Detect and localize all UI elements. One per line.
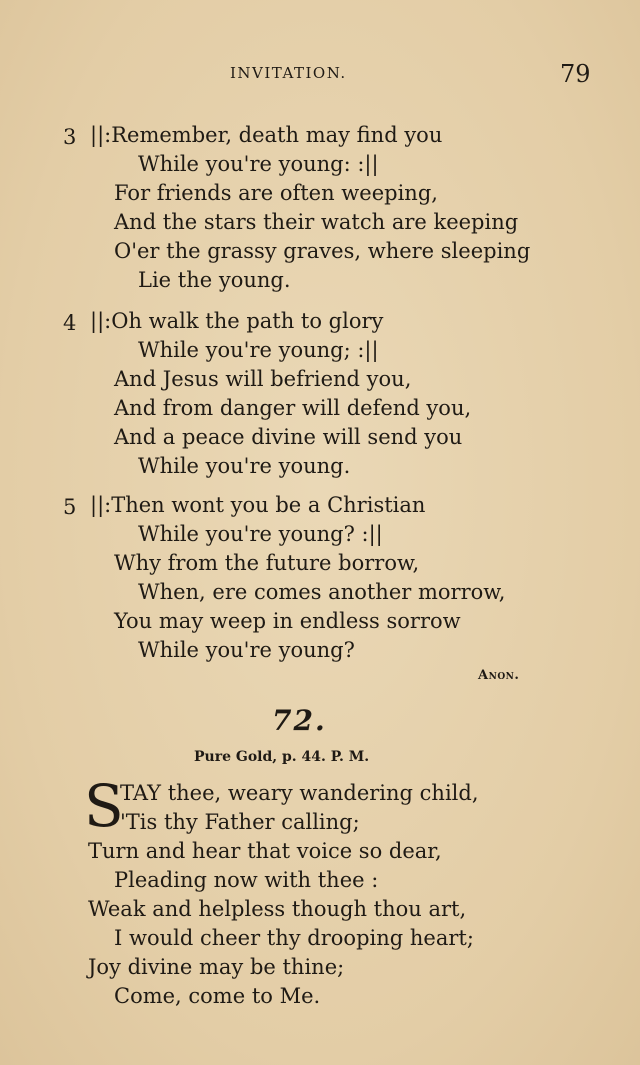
stanza-number: 4 (63, 311, 77, 335)
verse-line: You may weep in endless sorrow (114, 609, 461, 633)
verse-line: 'Tis thy Father calling; (120, 810, 360, 834)
verse-line: O'er the grassy graves, where sleeping (114, 239, 531, 263)
hymn-number: 72. (272, 704, 327, 737)
verse-line: For friends are often weeping, (114, 181, 438, 205)
tune-reference: Pure Gold, p. 44. P. M. (194, 749, 370, 765)
drop-cap: S (84, 772, 124, 840)
verse-line: Come, come to Me. (114, 984, 321, 1008)
verse-line: Lie the young. (138, 268, 291, 292)
verse-line: Turn and hear that voice so dear, (88, 839, 442, 863)
verse-line: While you're young? (138, 638, 355, 662)
stanza-number: 5 (63, 495, 77, 519)
verse-line: Joy divine may be thine; (88, 955, 345, 979)
verse-line: While you're young; :|| (138, 338, 379, 362)
verse-line: When, ere comes another morrow, (138, 580, 506, 604)
verse-line: And from danger will defend you, (114, 396, 472, 420)
verse-line: ||:Oh walk the path to glory (90, 309, 384, 333)
verse-line: Pleading now with thee : (114, 868, 379, 892)
verse-line: While you're young. (138, 454, 351, 478)
running-title: INVITATION. (230, 64, 347, 82)
verse-line: While you're young: :|| (138, 152, 379, 176)
verse-line: Why from the future borrow, (114, 551, 420, 575)
verse-line: ||:Remember, death may find you (90, 123, 443, 147)
verse-line: And a peace divine will send you (114, 425, 463, 449)
verse-line: ||:Then wont you be a Christian (90, 493, 426, 517)
verse-line: And Jesus will befriend you, (114, 367, 412, 391)
verse-line: I would cheer thy drooping heart; (114, 926, 474, 950)
stanza-number: 3 (63, 125, 77, 149)
verse-line: While you're young? :|| (138, 522, 383, 546)
page-number: 79 (560, 60, 591, 88)
verse-line: And the stars their watch are keeping (114, 210, 519, 234)
author-attribution: Anon. (478, 668, 520, 683)
verse-line: TAY thee, weary wandering child, (120, 781, 479, 805)
verse-line: Weak and helpless though thou art, (88, 897, 467, 921)
